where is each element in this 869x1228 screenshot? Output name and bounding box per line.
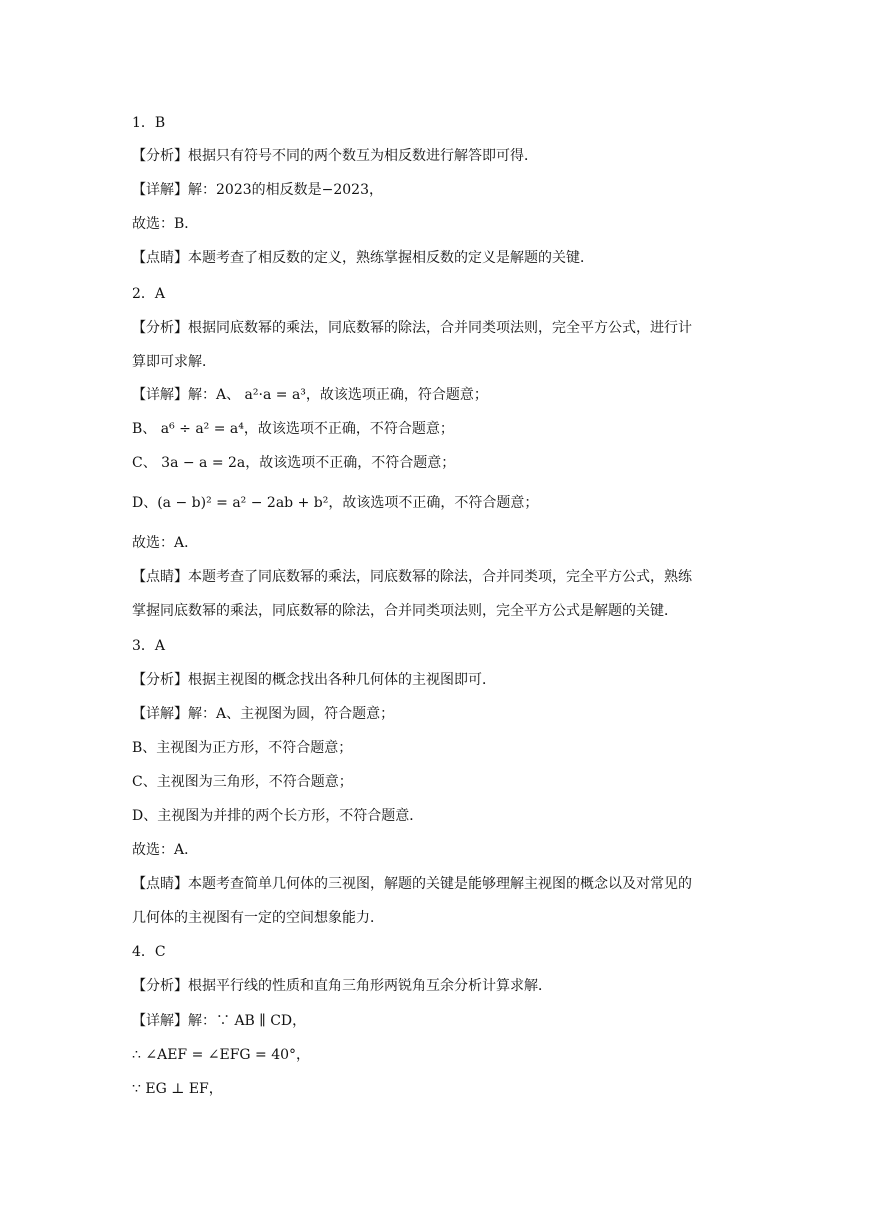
q4-answer: 4．C bbox=[132, 944, 166, 960]
q4-analysis: 【分析】根据平行线的性质和直角三角形两锐角互余分析计算求解． bbox=[132, 978, 552, 994]
q1-solution: 【详解】解：2023的相反数是−2023， bbox=[132, 182, 383, 198]
q1-comment: 【点睛】本题考查了相反数的定义，熟练掌握相反数的定义是解题的关键． bbox=[132, 250, 594, 266]
q2-comment: 【点睛】本题考查了同底数幂的乘法，同底数幂的除法，合并同类项，完全平方公式，熟练 bbox=[132, 569, 692, 585]
q2-solution-d: D、(a − b)² = a² − 2ab + b²，故该选项不正确，不符合题意； bbox=[132, 495, 539, 511]
q2-answer: 2．A bbox=[132, 286, 166, 302]
q2-comment-cont: 掌握同底数幂的乘法，同底数幂的除法，合并同类项法则，完全平方公式是解题的关键． bbox=[132, 603, 678, 619]
q3-choice: 故选：A． bbox=[132, 842, 199, 858]
q4-step-because: ∵ EG ⊥ EF， bbox=[132, 1081, 223, 1097]
q3-solution-a: 【详解】解：A、主视图为圆，符合题意； bbox=[132, 706, 395, 722]
q2-analysis: 【分析】根据同底数幂的乘法，同底数幂的除法，合并同类项法则，完全平方公式，进行计 bbox=[132, 320, 692, 336]
q3-comment: 【点睛】本题考查简单几何体的三视图，解题的关键是能够理解主视图的概念以及对常见的 bbox=[132, 876, 692, 892]
q2-choice: 故选：A． bbox=[132, 535, 199, 551]
q4-step-therefore: ∴ ∠AEF = ∠EFG = 40°， bbox=[132, 1047, 311, 1063]
q1-answer: 1．B bbox=[132, 115, 166, 131]
q3-answer: 3．A bbox=[132, 638, 166, 654]
q3-solution-d: D、主视图为并排的两个长方形，不符合题意． bbox=[132, 808, 424, 824]
q3-solution-c: C、主视图为三角形，不符合题意； bbox=[132, 774, 353, 790]
q3-analysis: 【分析】根据主视图的概念找出各种几何体的主视图即可． bbox=[132, 672, 496, 688]
q1-analysis: 【分析】根据只有符号不同的两个数互为相反数进行解答即可得． bbox=[132, 148, 538, 164]
q2-solution-b: B、 a⁶ ÷ a² = a⁴，故该选项不正确，不符合题意； bbox=[132, 421, 454, 437]
q4-solution: 【详解】解：∵ AB ∥ CD， bbox=[132, 1013, 307, 1029]
q1-choice: 故选：B． bbox=[132, 216, 199, 232]
q2-solution-c: C、 3a − a = 2a，故该选项不正确，不符合题意； bbox=[132, 455, 456, 471]
q2-analysis-cont: 算即可求解． bbox=[132, 354, 216, 370]
q3-solution-b: B、主视图为正方形，不符合题意； bbox=[132, 740, 353, 756]
q3-comment-cont: 几何体的主视图有一定的空间想象能力． bbox=[132, 910, 384, 926]
q2-solution-a: 【详解】解：A、 a²·a = a³，故该选项正确，符合题意； bbox=[132, 387, 488, 403]
